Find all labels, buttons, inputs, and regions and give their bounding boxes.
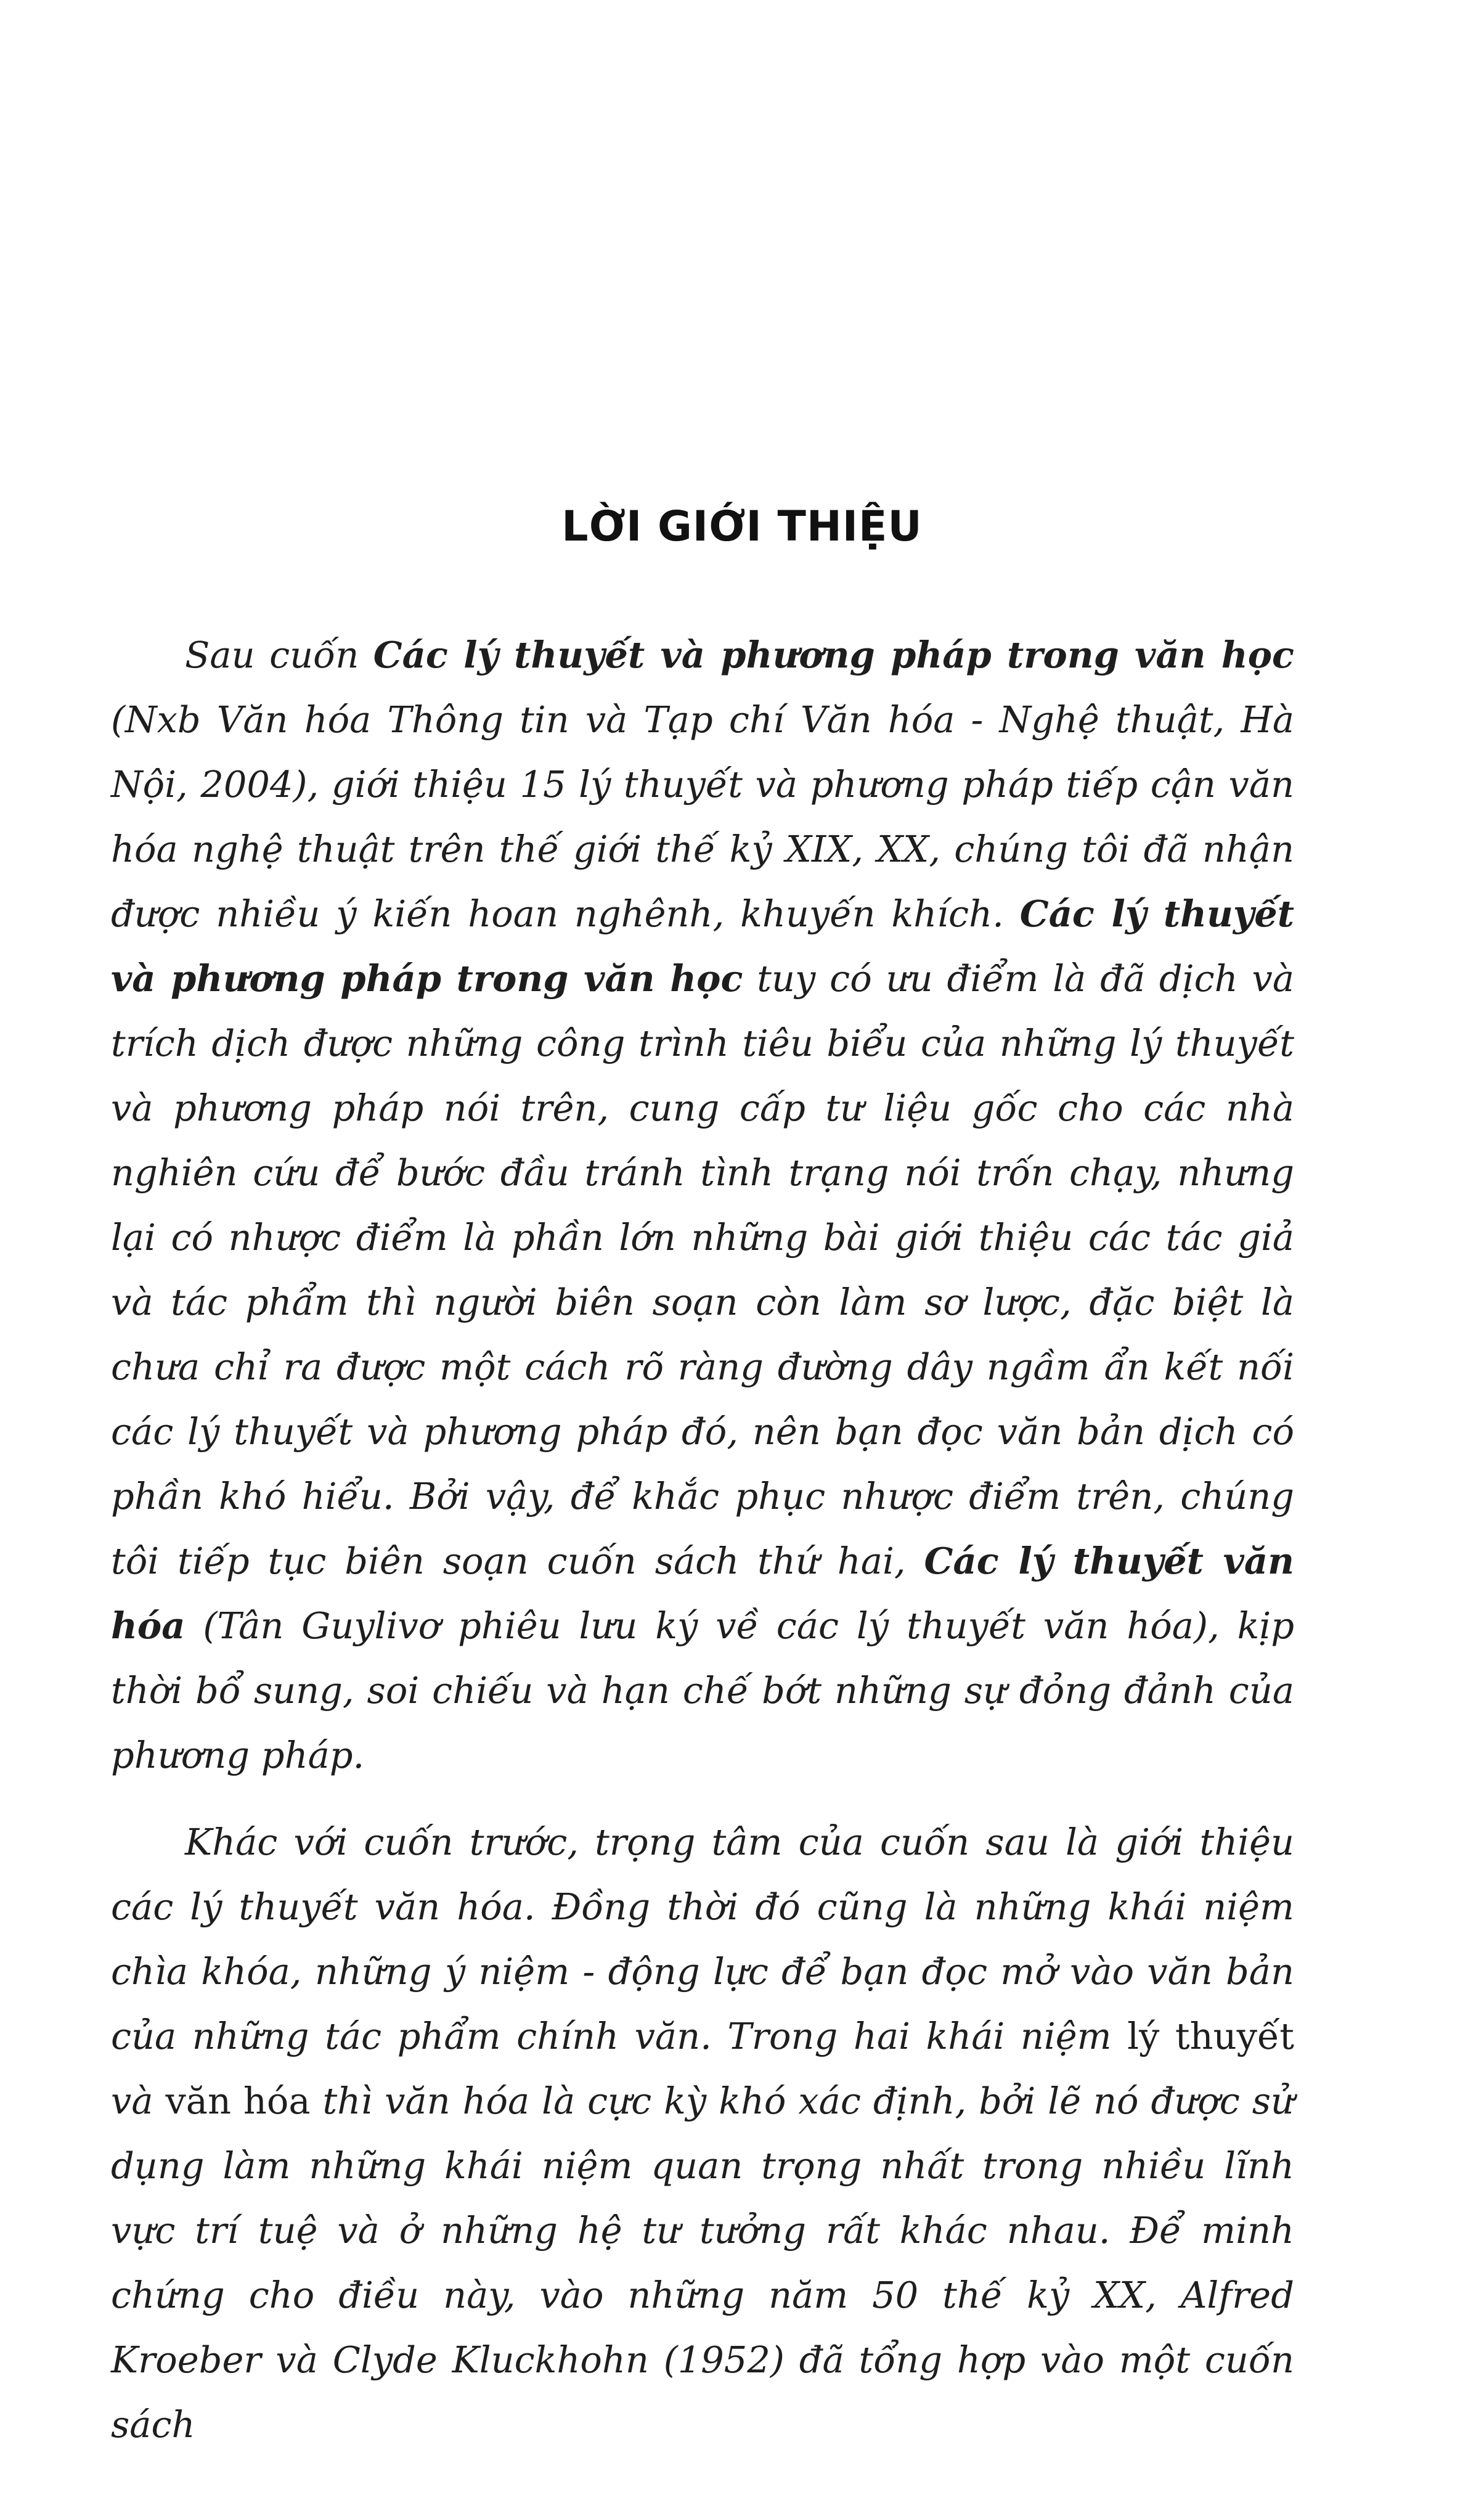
bold-title-span: Các lý thuyết văn hóa xyxy=(111,1540,1295,1647)
page-title: LỜI GIỚI THIỆU xyxy=(561,502,923,551)
upright-term-span: văn hóa xyxy=(165,2080,311,2122)
text-span: (Nxb Văn hóa Thông tin và Tạp chí Văn hóa - Nghệ thuật, Hà Nội, 2004), giới thiệu 15 lý thuyết và phương pháp tiếp cận văn hóa nghệ thuật trên thế giới thế kỷ XIX, XX, chúng tôi đã nhận được nhiều ý kiến hoan nghênh, khuyến khích. xyxy=(111,698,1294,935)
bold-title-span: Các lý thuyết và phương pháp trong văn học xyxy=(373,634,1294,676)
text-span: và xyxy=(111,2080,166,2122)
text-span: thì văn hóa là cực kỳ khó xác định, bởi lẽ nó được sử dụng làm những khái niệm quan trọng nhất trong nhiều lĩnh vực trí tuệ và ở những hệ tư tưởng rất khác nhau. Để minh chứng cho điều này, vào những năm 50 thế kỷ XX, Alfred Kroeber và Clyde Kluckhohn (1952) đã tổng hợp vào một cuốn sách xyxy=(111,2080,1294,2446)
text-span: Sau cuốn xyxy=(185,634,373,676)
text-span: tuy có ưu điểm là đã dịch và trích dịch được những công trình tiêu biểu của những lý thuyết và phương pháp nói trên, cung cấp tư liệu gốc cho các nhà nghiên cứu để bước đầu tránh tình trạng nói trốn chạy, nhưng lại có nhược điểm là phần lớn những bài giới thiệu các tác giả và tác phẩm thì người biên soạn còn làm sơ lược, đặc biệt là chưa chỉ ra được một cách rõ ràng đường dây ngầm ẩn kết nối các lý thuyết và phương pháp đó, nên bạn đọc văn bản dịch có phần khó hiểu. Bởi vậy, để khắc phục nhược điểm trên, chúng tôi tiếp tục biên soạn cuốn sách thứ hai, xyxy=(111,957,1294,1582)
bold-title-span: Các lý thuyết và phương pháp trong văn học xyxy=(111,892,1294,1000)
paragraph-1 xyxy=(111,623,1294,1787)
upright-term-span: lý thuyết xyxy=(1127,2015,1294,2057)
text-span: (Tân Guylivơ phiêu lưu ký về các lý thuyết văn hóa), kịp thời bổ sung, soi chiếu và hạn chế bớt những sự đỏng đảnh của phương pháp. xyxy=(111,1604,1294,1776)
text-span: Khác với cuốn trước, trọng tâm của cuốn sau là giới thiệu các lý thuyết văn hóa. Đồng thời đó cũng là những khái niệm chìa khóa, những ý niệm - động lực để bạn đọc mở vào văn bản của những tác phẩm chính văn. Trong hai khái niệm xyxy=(111,1821,1294,2057)
body-text xyxy=(111,623,1294,2457)
paragraph-2 xyxy=(111,1810,1294,2457)
